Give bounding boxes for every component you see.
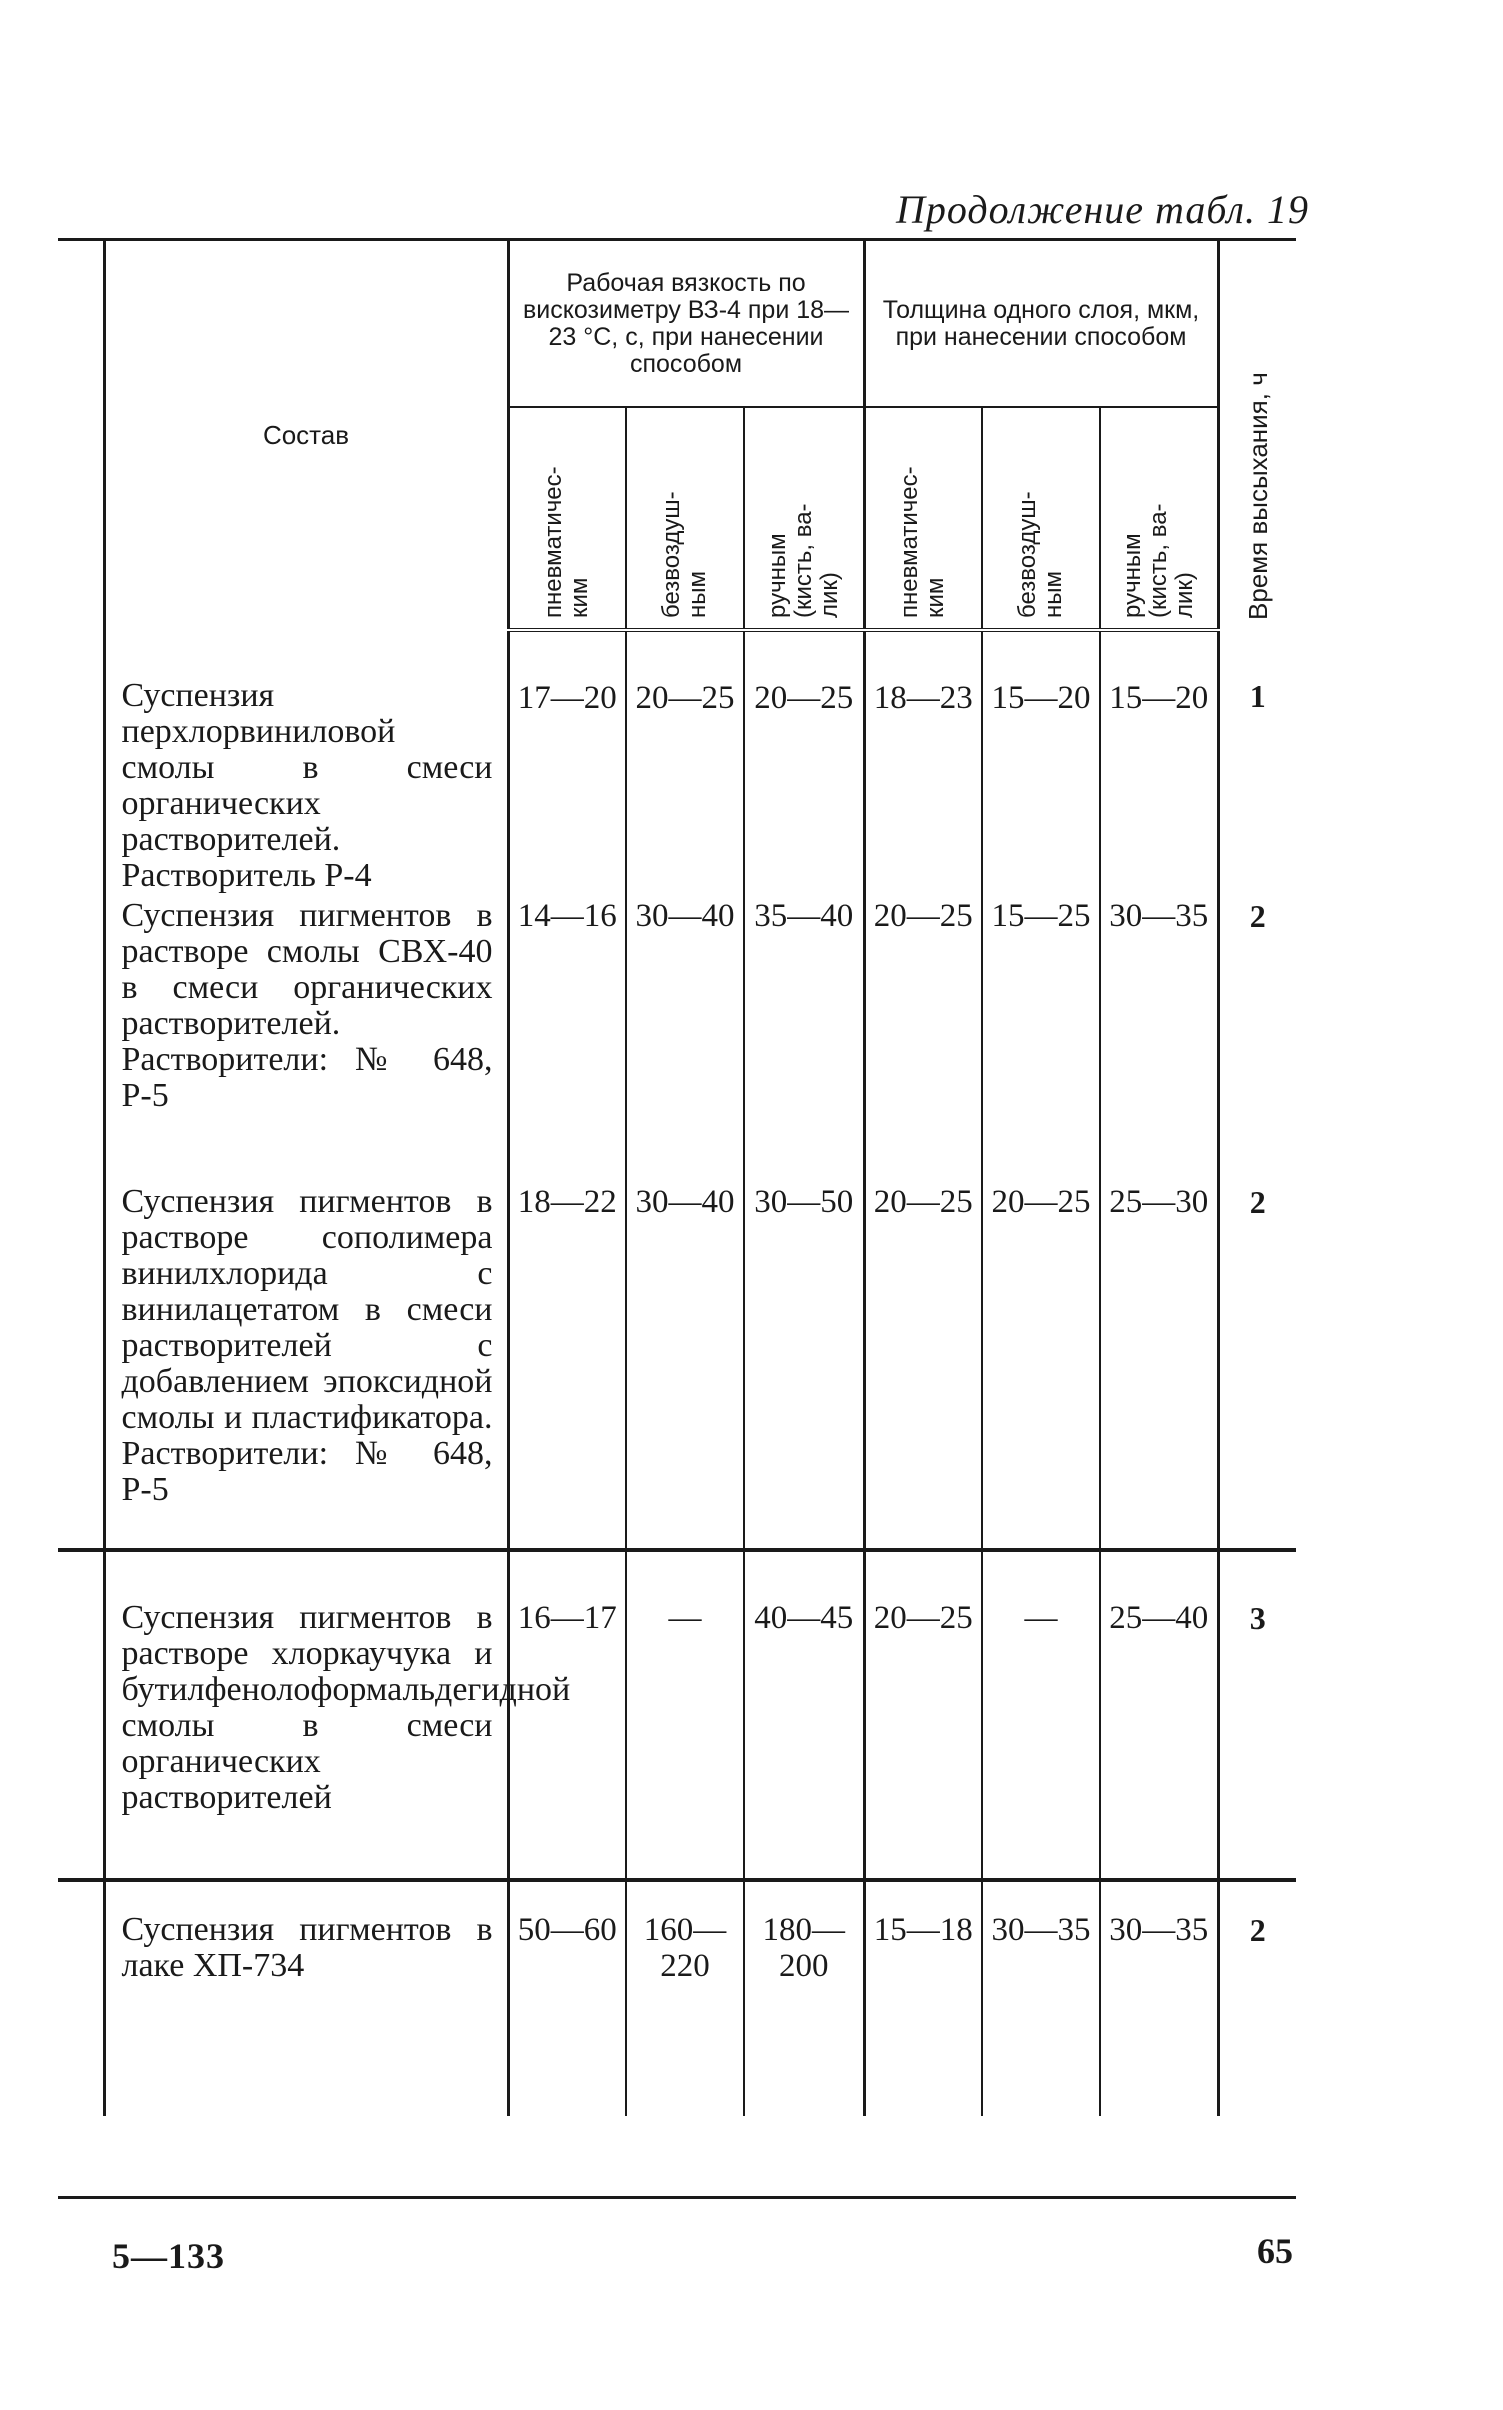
value-cell: 16—17 — [508, 1550, 626, 1880]
value-cell: 25—30 — [1100, 1180, 1218, 1550]
value-cell: 50—60 — [508, 1880, 626, 2116]
bottom-rule — [58, 2196, 1296, 2199]
value-cell: 15—20 — [1100, 630, 1218, 894]
value-cell: 18—22 — [508, 1180, 626, 1550]
header-thickness-pneumatic — [864, 407, 982, 630]
stub-cell — [58, 630, 104, 894]
header-sostav: Состав — [104, 240, 508, 631]
page-number: 65 — [1257, 2231, 1293, 2271]
subcol-label: пневматичес- ким — [896, 466, 950, 618]
header-viscosity-group: Рабочая вязкость по вискозиметру ВЗ-4 при 18—23 °С, с, при нанесении способом — [508, 240, 864, 408]
subcol-label: пневматичес- ким — [540, 466, 594, 618]
header-thickness-group: Толщина одного слоя, мкм, при нанесении способом — [864, 240, 1218, 408]
header-viscosity-pneumatic — [508, 407, 626, 630]
drying-cell: 2 — [1218, 1180, 1296, 1550]
value-cell: 40—45 — [744, 1550, 864, 1880]
value-cell: 30—35 — [1100, 894, 1218, 1180]
value-cell: 25—40 — [1100, 1550, 1218, 1880]
subcol-label: ручным (кисть, ва- лик) — [1118, 503, 1198, 618]
composition-cell: Суспензия пигментов в растворе хлоркаучука и бутилфенолоформальдегидной смолы в смеси органических растворителей — [104, 1550, 508, 1880]
header-thickness-manual — [1100, 407, 1218, 630]
value-cell: — — [982, 1550, 1100, 1880]
subcol-label: ручным (кисть, ва- лик) — [763, 503, 843, 618]
table-row — [58, 894, 1296, 1180]
stub-column-header — [58, 240, 104, 631]
stub-cell — [58, 1550, 104, 1880]
value-cell: 20—25 — [982, 1180, 1100, 1550]
value-cell: 30—35 — [982, 1880, 1100, 2116]
stub-cell — [58, 1880, 104, 2116]
stub-cell — [58, 894, 104, 1180]
drying-cell: 1 — [1218, 630, 1296, 894]
value-cell: 15—25 — [982, 894, 1100, 1180]
header-drying-time — [1218, 240, 1296, 631]
subcol-label: безвоздуш- ным — [1014, 491, 1068, 618]
stub-cell — [58, 1180, 104, 1550]
header-drying-time-label: Время высыхания, ч — [1242, 372, 1273, 620]
drying-cell: 2 — [1218, 894, 1296, 1180]
composition-cell: Суспензия пигментов в растворе сополимера винилхлорида с винилацетатом в смеси растворителей с добавлением эпоксидной смолы и пластификатора. Растворители: № 648, Р-5 — [104, 1180, 508, 1550]
header-thickness-airless — [982, 407, 1100, 630]
value-cell: 30—40 — [626, 894, 744, 1180]
subcol-label: безвоздуш- ным — [658, 491, 711, 618]
value-cell: 30—40 — [626, 1180, 744, 1550]
value-cell: 20—25 — [864, 894, 982, 1180]
value-cell: 20—25 — [744, 630, 864, 894]
value-cell: 20—25 — [864, 1550, 982, 1880]
value-cell: 30—50 — [744, 1180, 864, 1550]
header-viscosity-airless — [626, 407, 744, 630]
value-cell: 14—16 — [508, 894, 626, 1180]
composition-cell: Суспензия пигментов в растворе смолы СВХ-40 в смеси органических растворителей. Растворители: № 648, Р-5 — [104, 894, 508, 1180]
value-cell: 30—35 — [1100, 1880, 1218, 2116]
value-cell: 180—200 — [744, 1880, 864, 2116]
data-table — [58, 238, 1296, 2116]
table-row — [58, 630, 1296, 894]
value-cell: 15—18 — [864, 1880, 982, 2116]
value-cell: 20—25 — [864, 1180, 982, 1550]
drying-cell: 2 — [1218, 1880, 1296, 2116]
composition-cell: Суспензия перхлорвиниловой смолы в смеси органических растворителей. Растворитель Р-4 — [104, 630, 508, 894]
table-row — [58, 1880, 1296, 2116]
value-cell: 20—25 — [626, 630, 744, 894]
value-cell: 15—20 — [982, 630, 1100, 894]
table-caption: Продолжение табл. 19 — [895, 187, 1309, 232]
value-cell: 18—23 — [864, 630, 982, 894]
value-cell: — — [626, 1550, 744, 1880]
value-cell: 35—40 — [744, 894, 864, 1180]
value-cell: 17—20 — [508, 630, 626, 894]
header-viscosity-manual — [744, 407, 864, 630]
drying-cell: 3 — [1218, 1550, 1296, 1880]
table-row — [58, 1550, 1296, 1880]
table-19 — [58, 238, 1296, 2116]
composition-cell: Суспензия пигментов в лаке ХП-734 — [104, 1880, 508, 2116]
value-cell: 160—220 — [626, 1880, 744, 2116]
signature-mark: 5—133 — [112, 2236, 225, 2276]
table-row — [58, 1180, 1296, 1550]
